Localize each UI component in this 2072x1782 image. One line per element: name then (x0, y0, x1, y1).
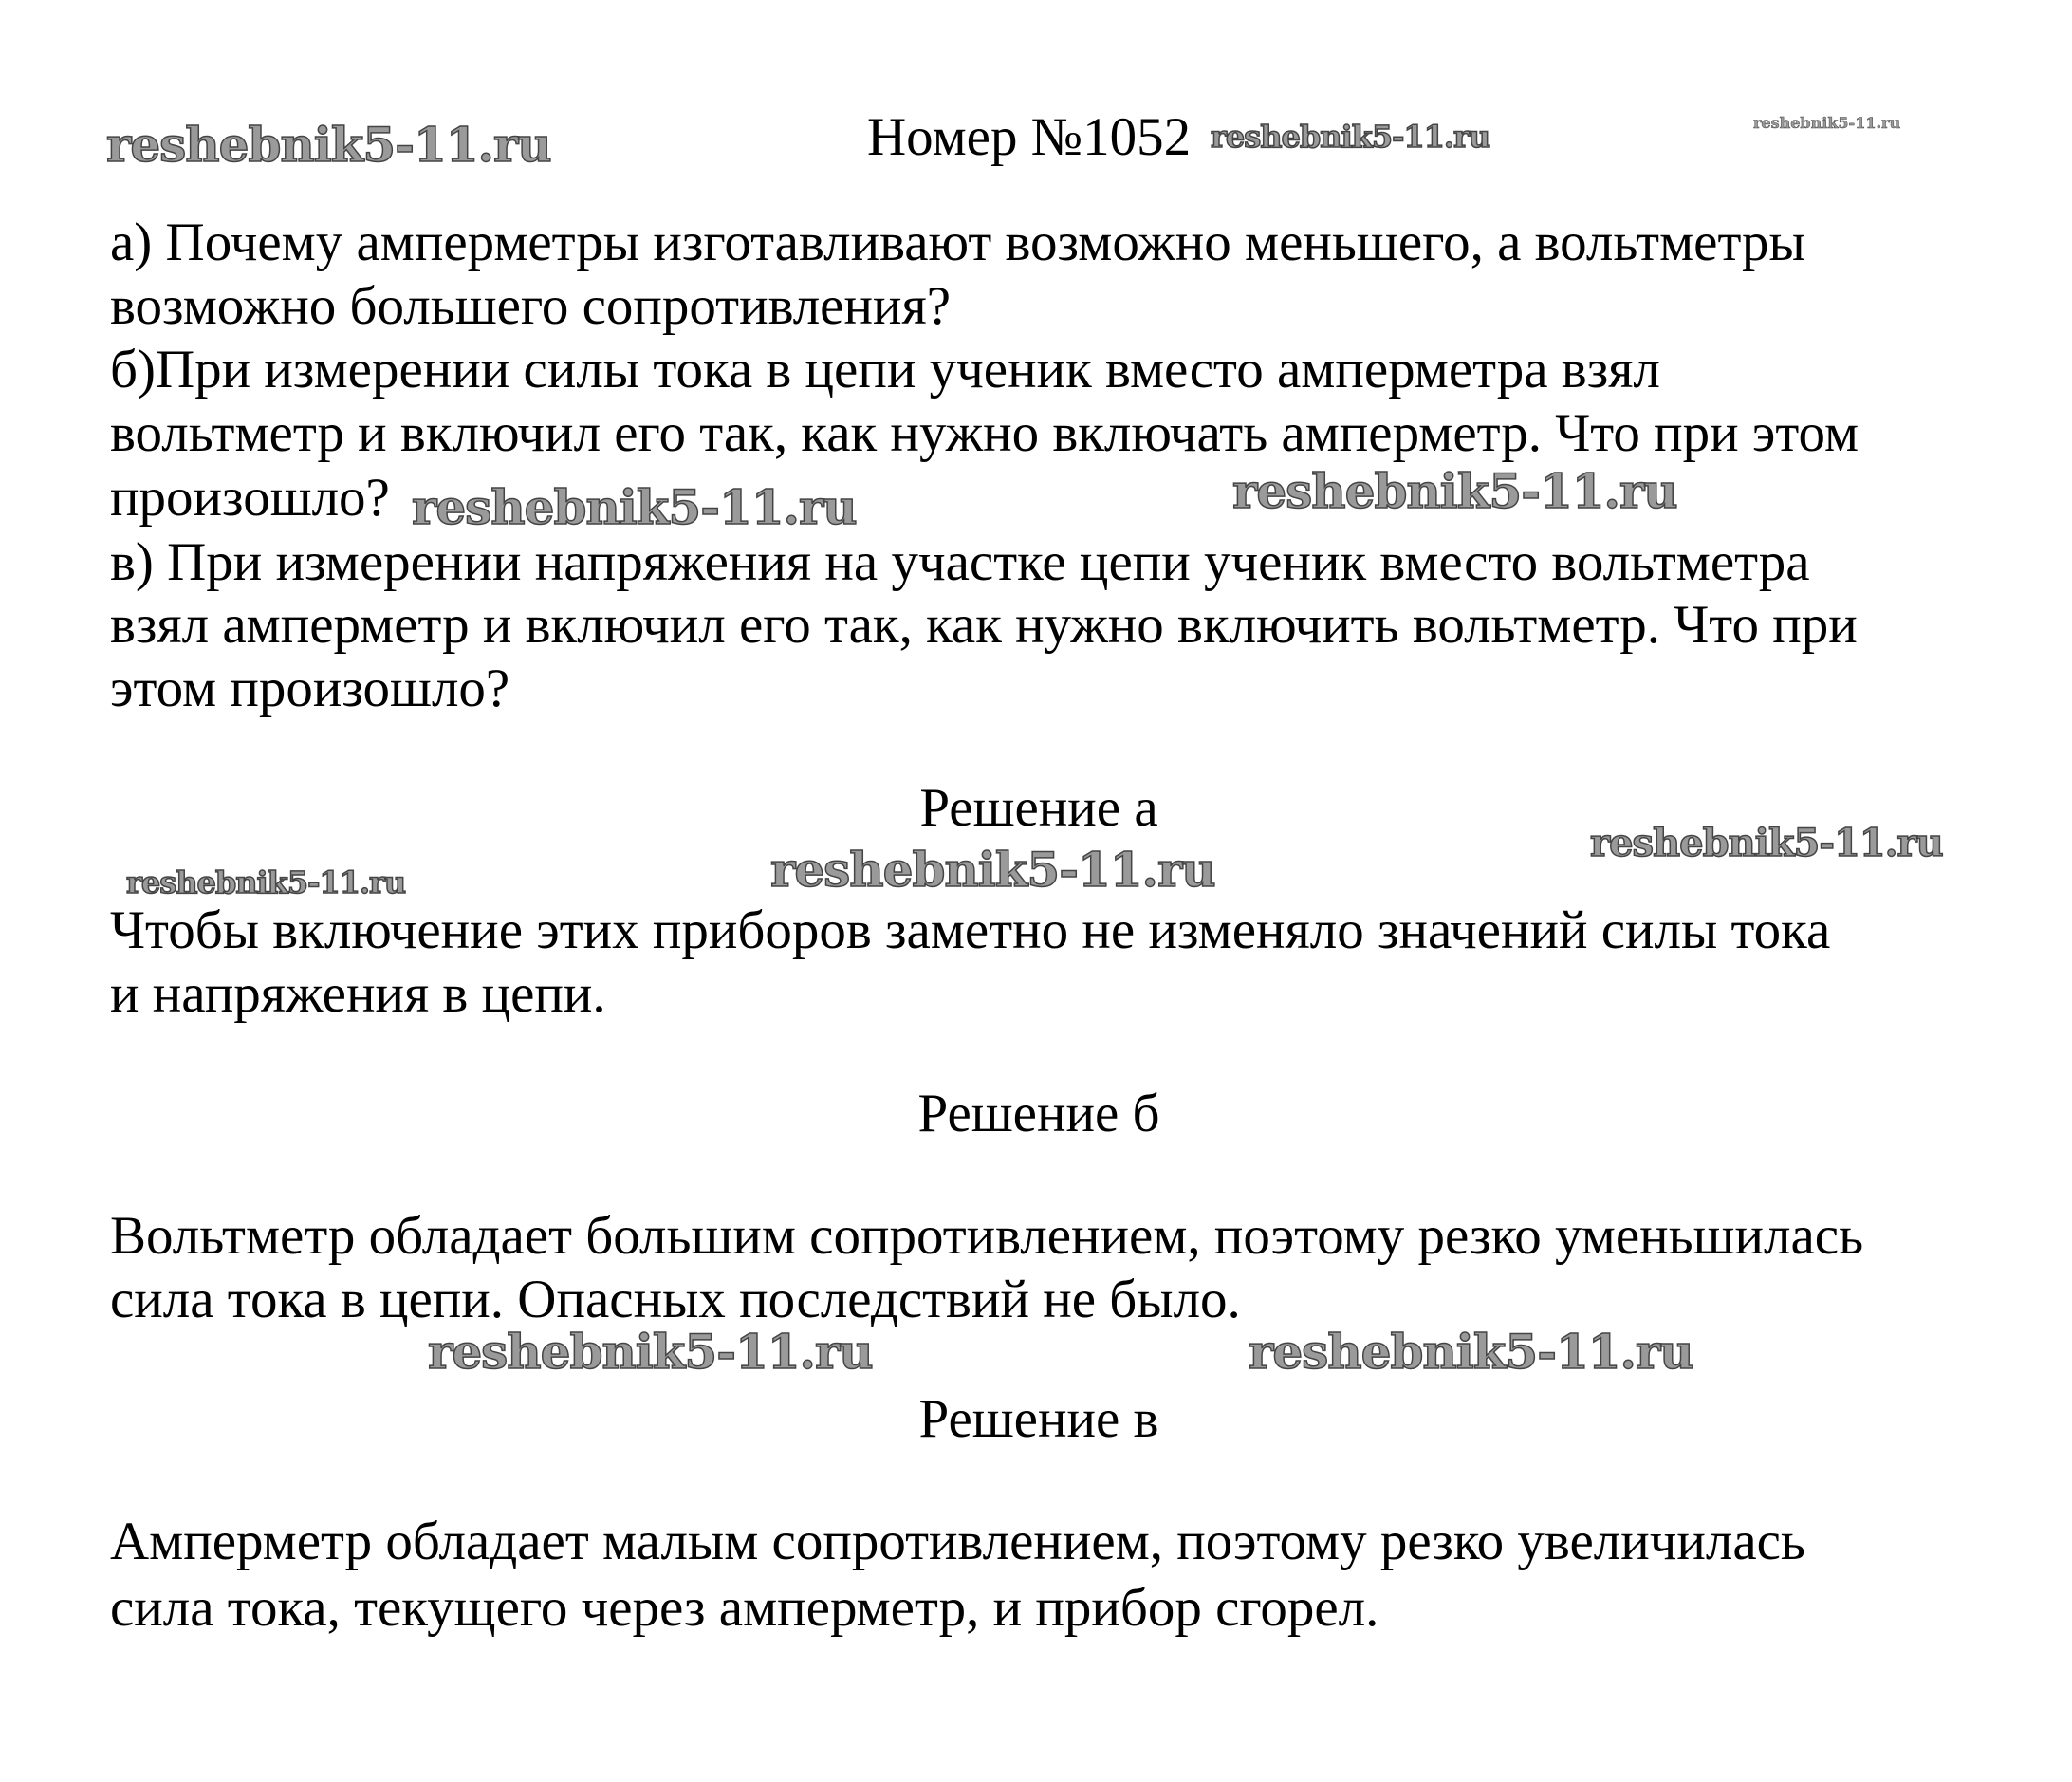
solution-line: Амперметр обладает малым сопротивлением, поэтому резко увеличилась (110, 1512, 1805, 1571)
question-line: этом произошло? (110, 659, 510, 718)
watermark: reshebnik5-11.ru (1211, 119, 1490, 155)
solution-line: Чтобы включение этих приборов заметно не изменяло значений силы тока (110, 900, 1831, 960)
solution-heading-b: Решение б (917, 1084, 1160, 1143)
question-line: произошло? (110, 468, 390, 528)
watermark: reshebnik5-11.ru (1590, 821, 1943, 865)
watermark: reshebnik5-11.ru (1249, 1324, 1693, 1380)
question-line: б)При измерении силы тока в цепи ученик вместо амперметра взял (110, 340, 1660, 399)
question-line: взял амперметр и включил его так, как нужно включить вольтметр. Что при (110, 595, 1858, 655)
solution-line: и напряжения в цепи. (110, 964, 606, 1024)
solution-line: сила тока в цепи. Опасных последствий не было. (110, 1270, 1241, 1329)
watermark: reshebnik5-11.ru (770, 842, 1215, 898)
question-line: вольтметр и включил его так, как нужно включать амперметр. Что при этом (110, 403, 1859, 463)
question-line: а) Почему амперметры изготавливают возможно меньшего, а вольтметры (110, 213, 1805, 272)
solution-line: сила тока, текущего через амперметр, и прибор сгорел. (110, 1578, 1379, 1638)
watermark: reshebnik5-11.ru (1753, 114, 1901, 132)
question-line: возможно большего сопротивления? (110, 276, 952, 336)
solution-line: Вольтметр обладает большим сопротивлением, поэтому резко уменьшилась (110, 1206, 1864, 1266)
watermark: reshebnik5-11.ru (412, 479, 857, 535)
question-line: в) При измерении напряжения на участке цепи ученик вместо вольтметра (110, 532, 1810, 592)
watermark: reshebnik5-11.ru (1232, 463, 1677, 519)
solution-heading-a: Решение а (919, 778, 1158, 838)
page-title: Номер №1052 (867, 107, 1192, 167)
watermark: reshebnik5-11.ru (126, 864, 406, 900)
watermark: reshebnik5-11.ru (428, 1324, 873, 1380)
watermark: reshebnik5-11.ru (106, 117, 551, 173)
solution-heading-v: Решение в (918, 1389, 1159, 1449)
